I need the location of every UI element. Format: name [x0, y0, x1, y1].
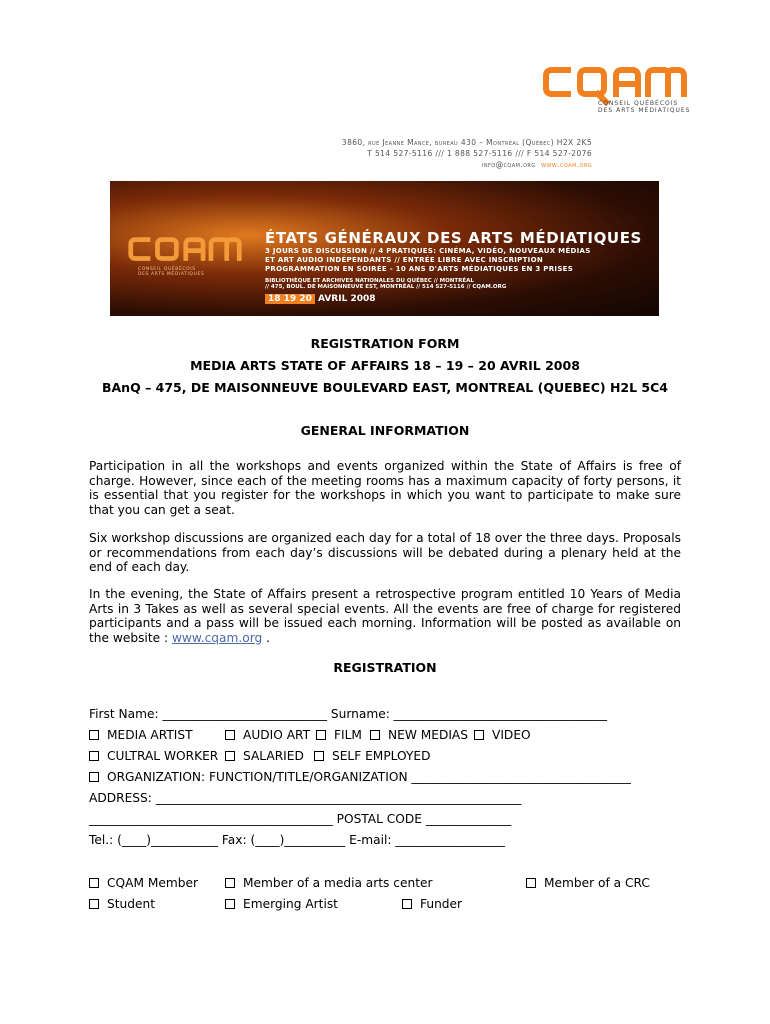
- banner-date-month: AVRIL 2008: [317, 294, 376, 304]
- banner-library: BIBLIOTHÈQUE ET ARCHIVES NATIONALES DU QUÉBEC // MONTRÉAL // 475, BOUL. DE MAISONNEUVE EST, MONTRÉAL // 514 527-5116 // CQAM.ORG: [265, 278, 507, 290]
- checkbox-box[interactable]: [474, 730, 484, 740]
- address-line: 3860, rue Jeanne Mance, bureau 430 – Montréal (Québec) H2X 2K5: [341, 138, 592, 147]
- web-text: www.cqam.org: [541, 160, 592, 169]
- checkbox-salaried[interactable]: SALARIED: [225, 749, 304, 763]
- paragraph-evening: In the evening, the State of Affairs present a retrospective program entitled 10 Years of Media Arts in 3 Takes as well as several special events. All the events are free of charge for registered participants and a pass will be issued each morning. Information will be posted as available on the website : www.cqam.org .: [89, 587, 681, 645]
- checkbox-cultral-worker[interactable]: CULTRAL WORKER: [89, 749, 218, 763]
- checkbox-box[interactable]: [89, 899, 99, 909]
- checkbox-self-employed[interactable]: SELF EMPLOYED: [314, 749, 431, 763]
- banner-title: ÉTATS GÉNÉRAUX DES ARTS MÉDIATIQUES: [265, 229, 642, 247]
- banner-line-1: 3 JOURS DE DISCUSSION // 4 PRATIQUES: CINÉMA, VIDÉO, NOUVEAUX MÉDIAS: [265, 247, 591, 255]
- website-link[interactable]: www.cqam.org: [171, 630, 263, 645]
- checkbox-box[interactable]: [370, 730, 380, 740]
- checkbox-new-medias[interactable]: NEW MEDIAS: [370, 728, 468, 742]
- checkbox-member-crc[interactable]: Member of a CRC: [526, 876, 650, 890]
- checkbox-box[interactable]: [316, 730, 326, 740]
- checkbox-film[interactable]: FILM: [316, 728, 362, 742]
- checkbox-box[interactable]: [89, 751, 99, 761]
- checkbox-box[interactable]: [89, 730, 99, 740]
- checkbox-box[interactable]: [225, 730, 235, 740]
- checkbox-box[interactable]: [225, 751, 235, 761]
- checkbox-box[interactable]: [402, 899, 412, 909]
- checkbox-video[interactable]: VIDEO: [474, 728, 531, 742]
- postal-code-field[interactable]: ________________________________________ POSTAL CODE ______________: [89, 812, 512, 826]
- checkbox-audio-art[interactable]: AUDIO ART: [225, 728, 310, 742]
- checkbox-member-media-arts-center[interactable]: Member of a media arts center: [225, 876, 433, 890]
- registration-heading: REGISTRATION: [333, 660, 437, 675]
- form-title: REGISTRATION FORM: [310, 336, 460, 351]
- address-field[interactable]: ADDRESS: ____________________________________________________________: [89, 791, 522, 805]
- banner-date: [265, 294, 376, 304]
- banner-date-days: 18 19 20: [265, 294, 315, 304]
- checkbox-emerging-artist[interactable]: Emerging Artist: [225, 897, 338, 911]
- surname-field[interactable]: Surname: ___________________________________: [330, 707, 607, 721]
- checkbox-box[interactable]: [526, 878, 536, 888]
- venue-title: BAnQ – 475, DE MAISONNEUVE BOULEVARD EAST, MONTREAL (QUEBEC) H2L 5C4: [101, 380, 668, 395]
- checkbox-box[interactable]: [225, 899, 235, 909]
- checkbox-media-artist[interactable]: MEDIA ARTIST: [89, 728, 193, 742]
- checkbox-student[interactable]: Student: [89, 897, 155, 911]
- checkbox-funder[interactable]: Funder: [402, 897, 462, 911]
- event-title: MEDIA ARTS STATE OF AFFAIRS 18 – 19 – 20 AVRIL 2008: [190, 358, 580, 373]
- checkbox-cqam-member[interactable]: CQAM Member: [89, 876, 198, 890]
- email-text: info@cqam.org: [482, 160, 536, 169]
- checkbox-organization[interactable]: ORGANIZATION: FUNCTION/TITLE/ORGANIZATION ____________________________________: [89, 770, 631, 784]
- checkbox-box[interactable]: [89, 772, 99, 782]
- contact-field[interactable]: Tel.: (____)___________ Fax: (____)__________ E-mail: __________________: [89, 833, 506, 847]
- logo-subtitle: CONSEIL QUÉBÉCOIS DES ARTS MÉDIATIQUES: [598, 100, 691, 114]
- event-banner: [110, 181, 659, 316]
- banner-logo-subtitle: CONSEIL QUÉBÉCOIS DES ARTS MÉDIATIQUES: [138, 267, 205, 277]
- banner-line-3: PROGRAMMATION EN SOIRÉE - 10 ANS D'ARTS MÉDIATIQUES EN 3 PRISES: [265, 265, 574, 273]
- checkbox-box[interactable]: [89, 878, 99, 888]
- paragraph-workshops: Six workshop discussions are organized each day for a total of 18 over the three days. Proposals or recommendations from each day’s discussions will be debated during a plenary held at the end of each day.: [89, 531, 681, 574]
- name-row: [89, 707, 607, 721]
- checkbox-box[interactable]: [314, 751, 324, 761]
- phone-line: T 514 527-5116 /// 1 888 527-5116 /// F 514 527-2076: [367, 149, 592, 158]
- paragraph-participation: Participation in all the workshops and events organized within the State of Affairs is free of charge. However, since each of the meeting rooms has a maximum capacity of forty persons, it is essential that you register for the workshops in which you want to participate to make sure that you can get a seat.: [89, 459, 681, 517]
- checkbox-box[interactable]: [225, 878, 235, 888]
- general-info-heading: GENERAL INFORMATION: [300, 423, 470, 438]
- address-block: [342, 137, 592, 170]
- first-name-field[interactable]: First Name: ___________________________: [89, 707, 327, 721]
- banner-line-2: ET ART AUDIO INDÉPENDANTS // ENTRÉE LIBRE AVEC INSCRIPTION: [265, 256, 543, 264]
